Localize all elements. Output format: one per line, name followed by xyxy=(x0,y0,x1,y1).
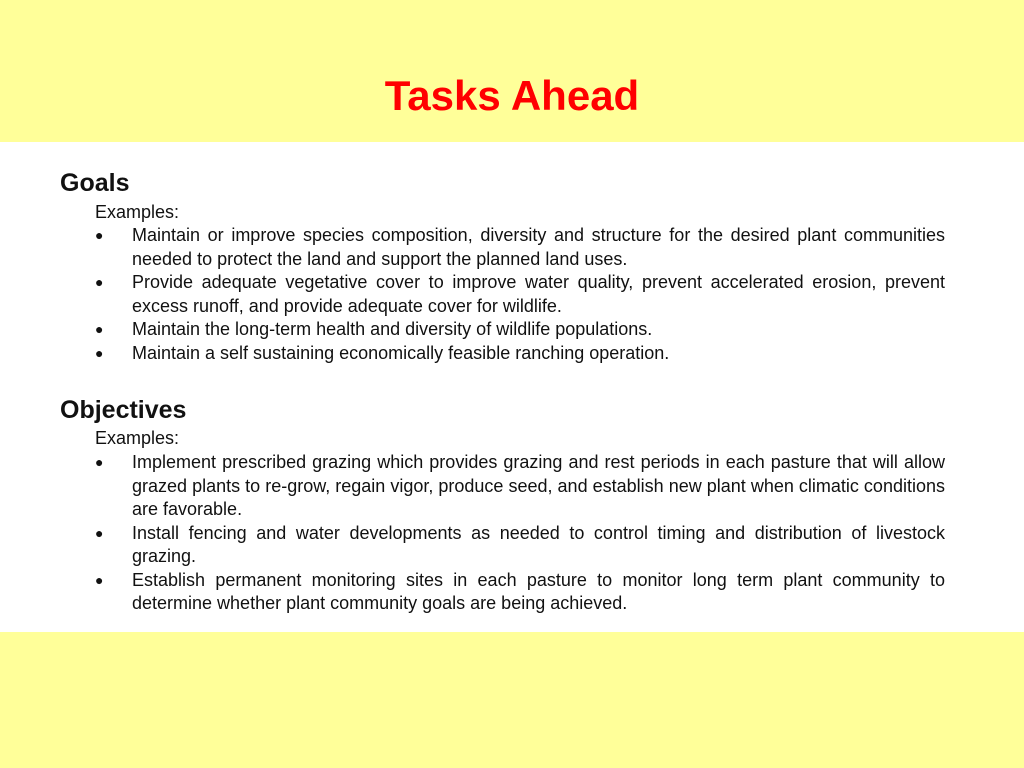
objective-item xyxy=(95,451,945,522)
goal-item xyxy=(95,224,945,271)
goal-text: Maintain or improve species composition, diversity and structure for the desired plant communities needed to protect the land and support the planned land uses. xyxy=(132,225,945,269)
objective-text: Implement prescribed grazing which provides grazing and rest periods in each pasture that will allow grazed plants to re-grow, regain vigor, produce seed, and establish new plant when climatic conditions are favorable. xyxy=(132,452,945,519)
goal-item xyxy=(95,318,945,342)
objective-item xyxy=(95,522,945,569)
bullet-icon: ● xyxy=(95,524,104,541)
objective-text: Establish permanent monitoring sites in each pasture to monitor long term plant community to determine whether plant community goals are being achieved. xyxy=(132,569,945,613)
objectives-list xyxy=(95,451,945,616)
bullet-icon: ● xyxy=(95,344,104,361)
goal-text: Maintain the long-term health and diversity of wildlife populations. xyxy=(132,319,653,339)
slide-title: Tasks Ahead xyxy=(384,72,640,119)
goals-list xyxy=(95,224,945,365)
goal-item xyxy=(95,271,945,318)
objective-text: Install fencing and water developments as needed to control timing and distribution of livestock grazing. xyxy=(132,522,945,566)
bullet-icon: ● xyxy=(95,227,104,243)
goal-item xyxy=(95,342,945,366)
objective-item xyxy=(95,569,945,616)
goals-examples-label: Examples: xyxy=(95,202,180,222)
bullet-icon: ● xyxy=(95,274,104,290)
bullet-icon: ● xyxy=(95,454,104,470)
goals-heading: Goals xyxy=(60,169,130,197)
objectives-heading: Objectives xyxy=(60,396,187,424)
content-panel xyxy=(0,142,1024,632)
goal-text: Provide adequate vegetative cover to improve water quality, prevent accelerated erosion, prevent excess runoff, and provide adequate cover for wildlife. xyxy=(132,272,945,316)
bullet-icon: ● xyxy=(95,571,104,588)
goal-text: Maintain a self sustaining economically feasible ranching operation. xyxy=(132,342,670,363)
bullet-icon: ● xyxy=(95,321,104,337)
objectives-examples-label: Examples: xyxy=(95,428,180,448)
